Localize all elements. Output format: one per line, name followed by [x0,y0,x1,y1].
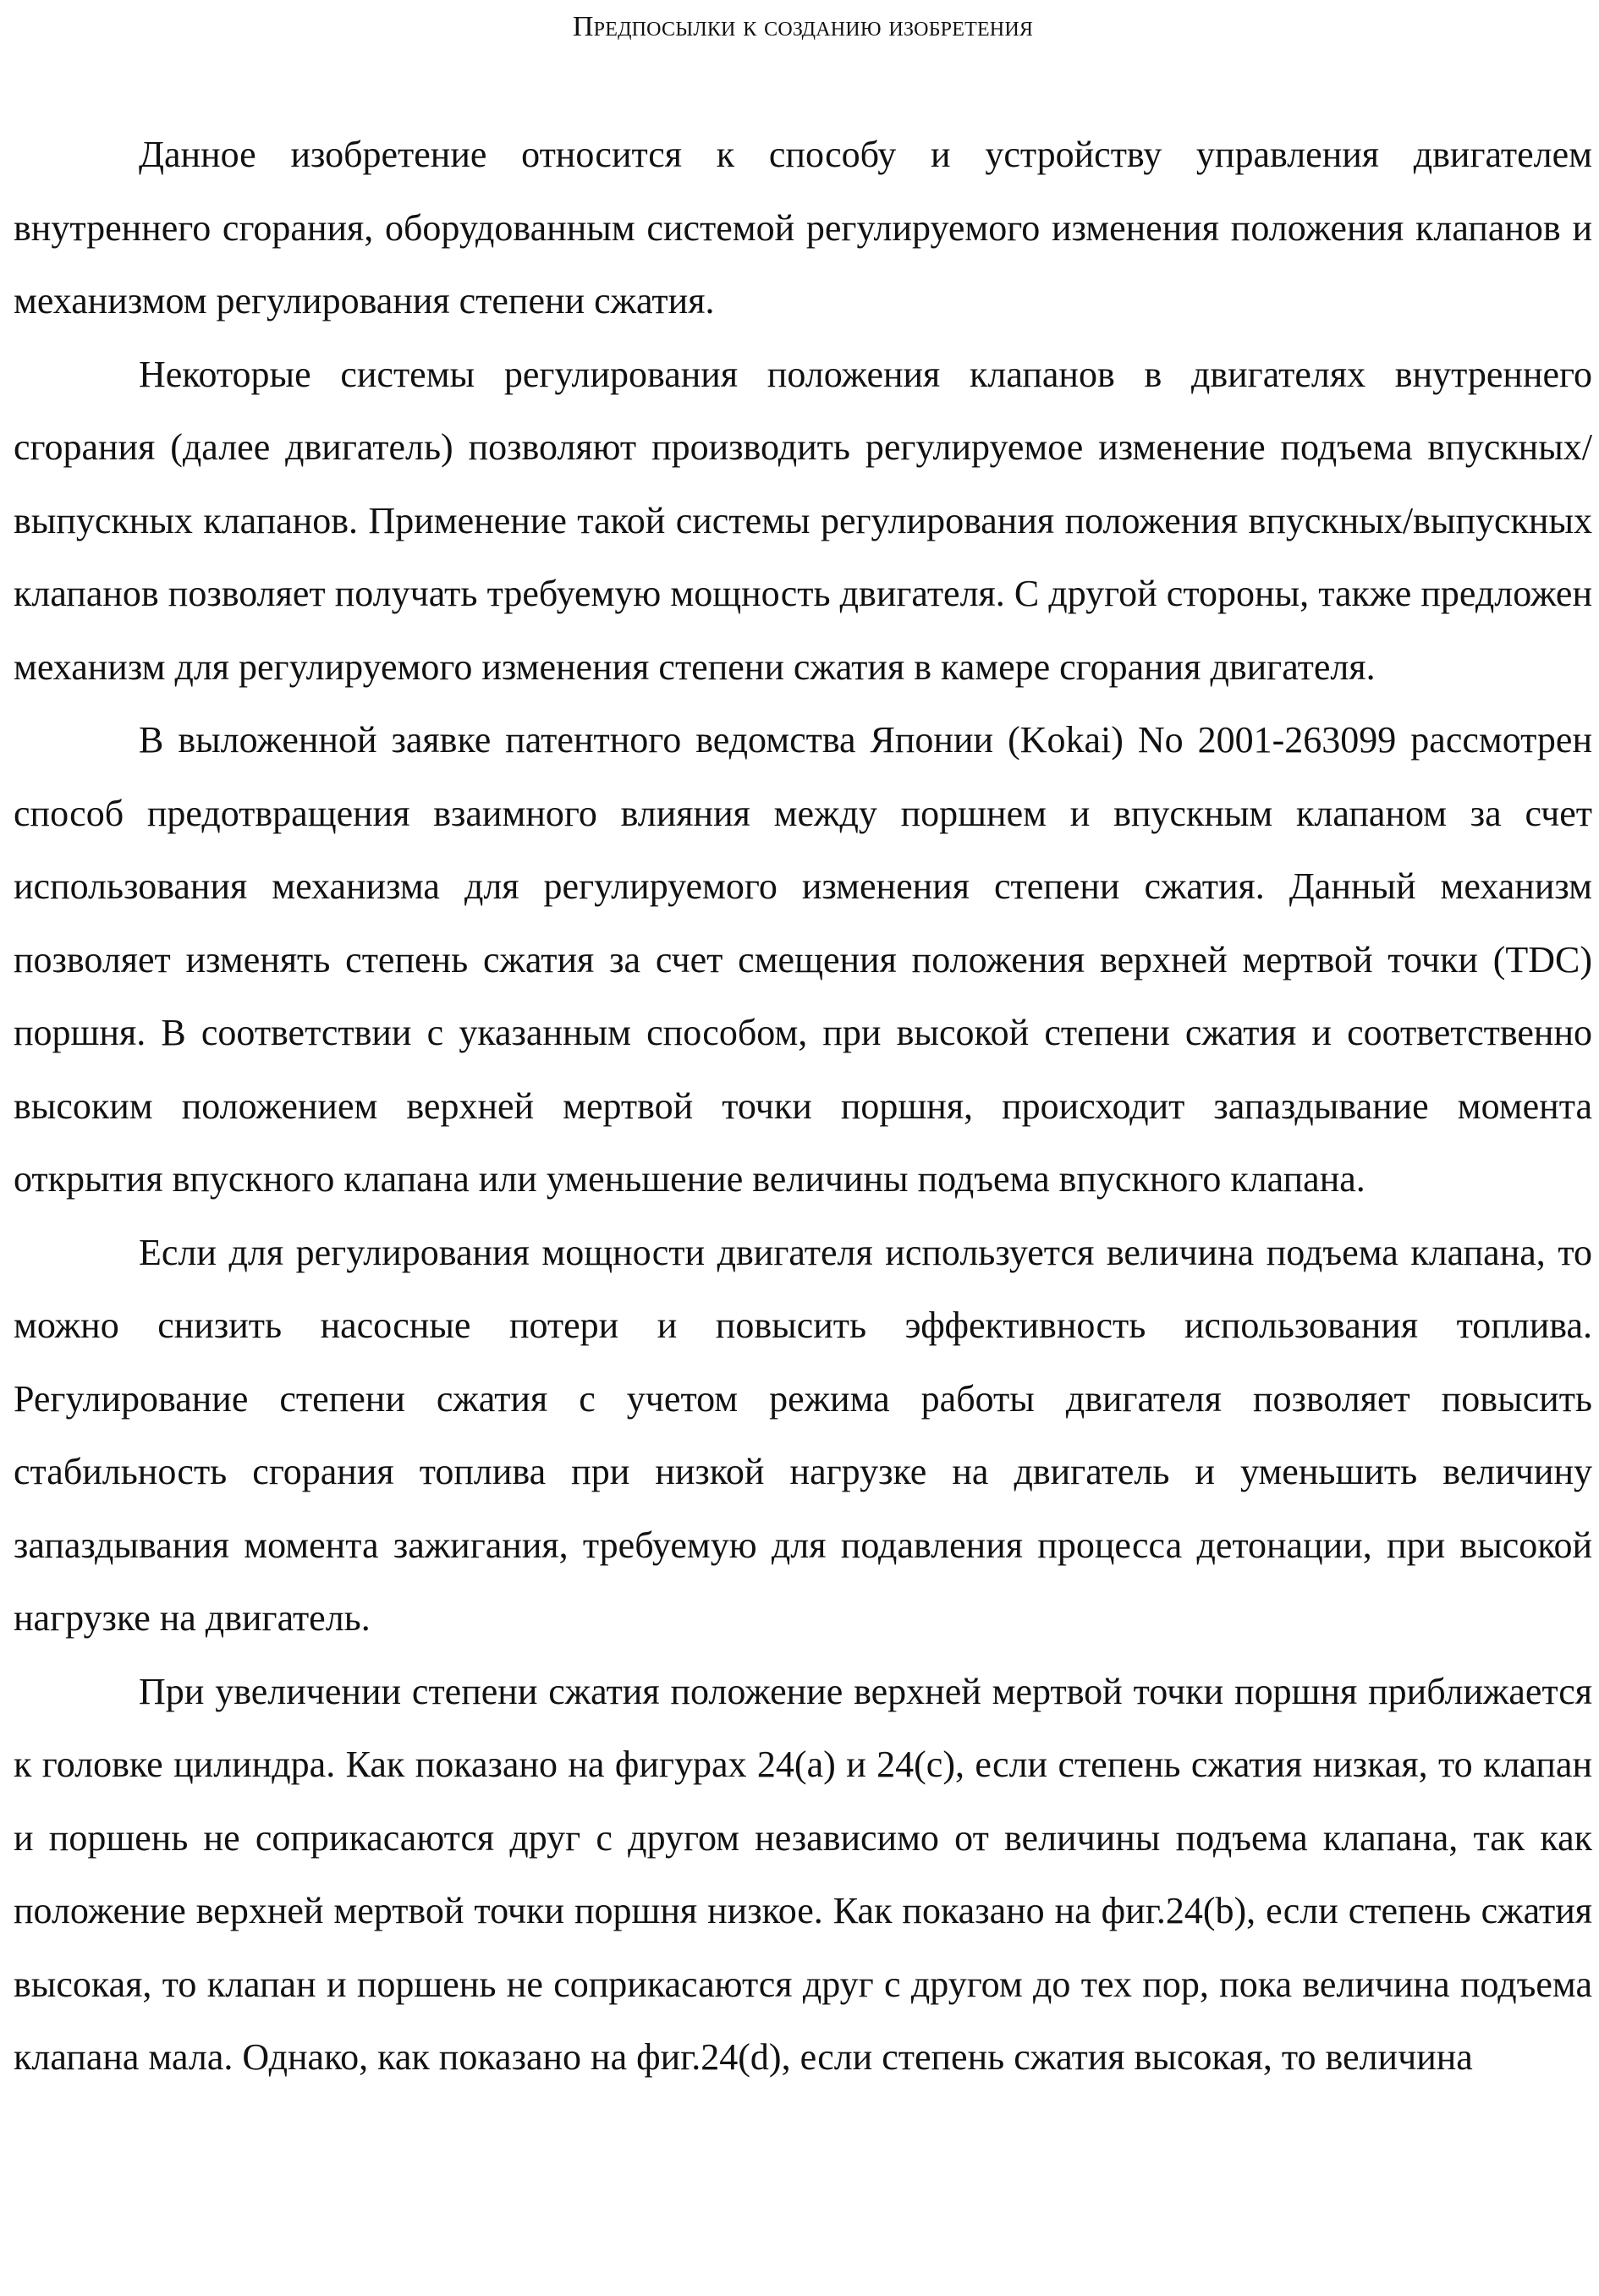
paragraph-1: Данное изобретение относится к способу и устройству управления двигателем внутреннего сгорания, оборудованным системой регулируемого изменения положения клапанов и механизмом регулирования степени сжатия. [14,134,1592,321]
paragraph-2: Некоторые системы регулирования положения клапанов в двигателях внутреннего сгорания (далее двигатель) позволяют производить регулируемое изменение подъема впускных/выпускных клапанов. Применение такой системы регулирования положения впускных/выпускных клапанов позволяет получать требуемую мощность двигателя. С другой стороны, также предложен механизм для регулируемого изменения степени сжатия в камере сгорания двигателя. [14,353,1592,688]
paragraph-5: При увеличении степени сжатия положение верхней мертвой точки поршня приближается к головке цилиндра. Как показано на фигурах 24(a) и 24(c), если степень сжатия низкая, то клапан и поршень не соприкасаются друг с другом независимо от величины подъема клапана, так как положение верхней мертвой точки поршня низкое. Как показано на фиг.24(b), если степень сжатия высокая, то клапан и поршень не соприкасаются друг с другом до тех пор, пока величина подъема клапана мала. Однако, как показано на фиг.24(d), если степень сжатия высокая, то величина [14,1670,1592,2078]
paragraph-3: В выложенной заявке патентного ведомства Японии (Kokai) No 2001-263099 рассмотрен способ предотвращения взаимного влияния между поршнем и впускным клапаном за счет использования механизма для регулируемого изменения степени сжатия. Данный механизм позволяет изменять степень сжатия за счет смещения положения верхней мертвой точки (TDC) поршня. В соответствии с указанным способом, при высокой степени сжатия и соответственно высоким положением верхней мертвой точки поршня, происходит запаздывание момента открытия впускного клапана или уменьшение величины подъема впускного клапана. [14,719,1592,1200]
section-heading: Предпосылки к созданию изобретения [572,11,1034,42]
paragraph-4: Если для регулирования мощности двигателя используется величина подъема клапана, то можно снизить насосные потери и повысить эффективность использования топлива. Регулирование степени сжатия с учетом режима работы двигателя позволяет повысить стабильность сгорания топлива при низкой нагрузке на двигатель и уменьшить величину запаздывания момента зажигания, требуемую для подавления процесса детонации, при высокой нагрузке на двигатель. [14,1231,1592,1639]
heading-spacer [14,46,1592,118]
